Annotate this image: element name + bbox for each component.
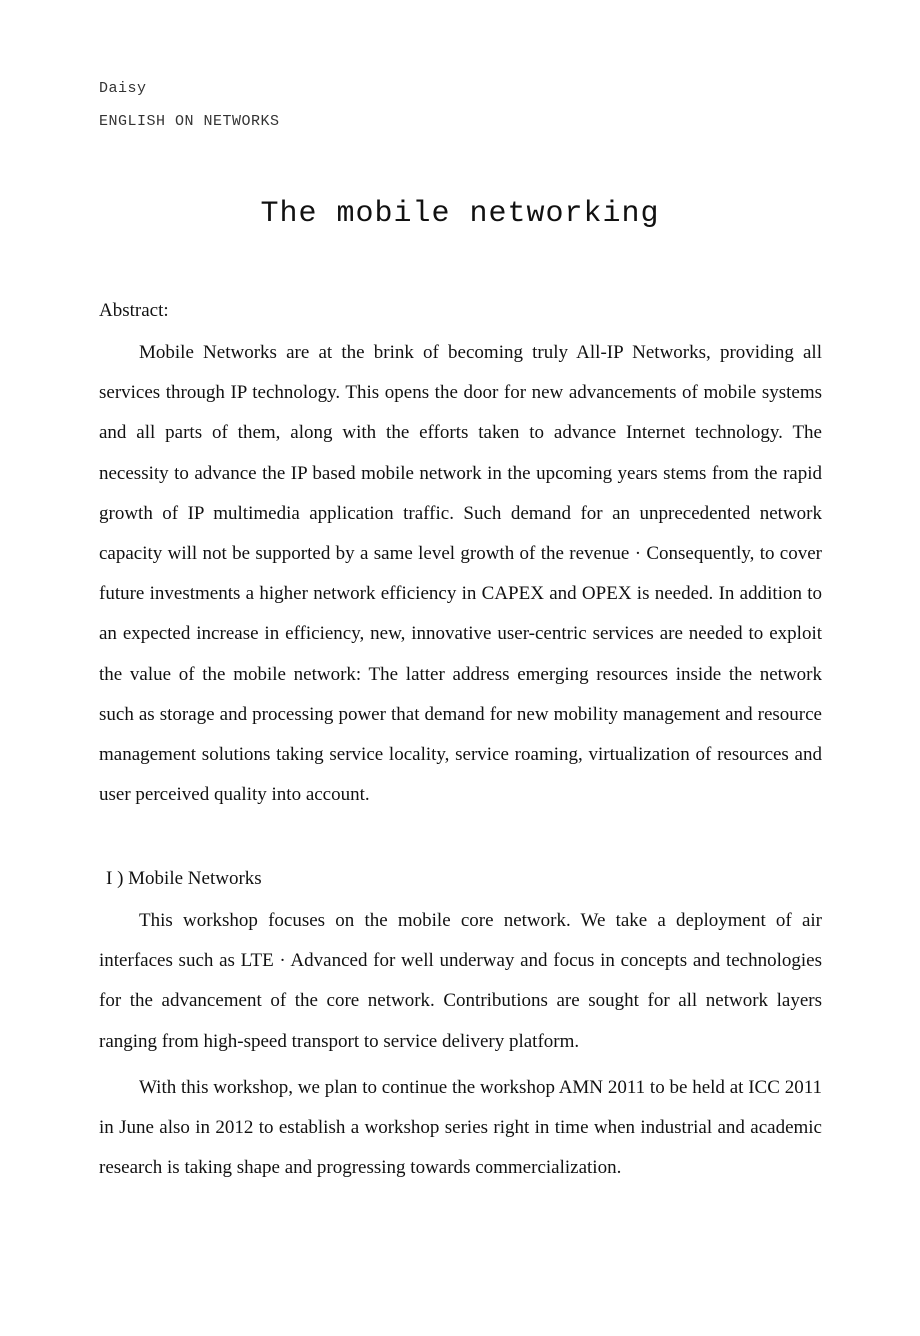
abstract-paragraph: Mobile Networks are at the brink of becoming truly All-IP Networks, providing all services through IP technology. This opens the door for new advancements of mobile systems and all parts of them, along with the efforts taken to advance Internet technology. The necessity to advance the IP based mobile network in the upcoming years stems from the rapid growth of IP multimedia application traffic. Such demand for an unprecedented network capacity will not be supported by a same level growth of the revenue · Consequently, to cover future investments a higher network efficiency in CAPEX and OPEX is needed. In addition to an expected increase in efficiency, new, innovative user-centric services are needed to exploit the value of the mobile network: The latter address emerging resources inside the network such as storage and processing power that demand for new mobility management and resource management solutions taking service locality, service roaming, virtualization of resources and user perceived quality into account. bbox=[99, 342, 822, 806]
section-heading: I ) Mobile Networks bbox=[106, 868, 262, 889]
document-title: The mobile networking bbox=[260, 197, 660, 231]
abstract-label: Abstract: bbox=[99, 300, 169, 321]
section-paragraph-2: With this workshop, we plan to continue the workshop AMN 2011 to be held at ICC 2011 in June also in 2012 to establish a workshop series right in time when industrial and academic research is taking shape and progressing towards commercialization. bbox=[99, 1077, 822, 1179]
author-name: Daisy bbox=[99, 80, 147, 97]
section-paragraph-1: This workshop focuses on the mobile core network. We take a deployment of air interfaces such as LTE · Advanced for well underway and focus in concepts and technologies for the advancement of the core network. Contributions are sought for all network layers ranging from high-speed transport to service delivery platform. bbox=[99, 910, 822, 1052]
course-name: ENGLISH ON NETWORKS bbox=[99, 113, 280, 130]
